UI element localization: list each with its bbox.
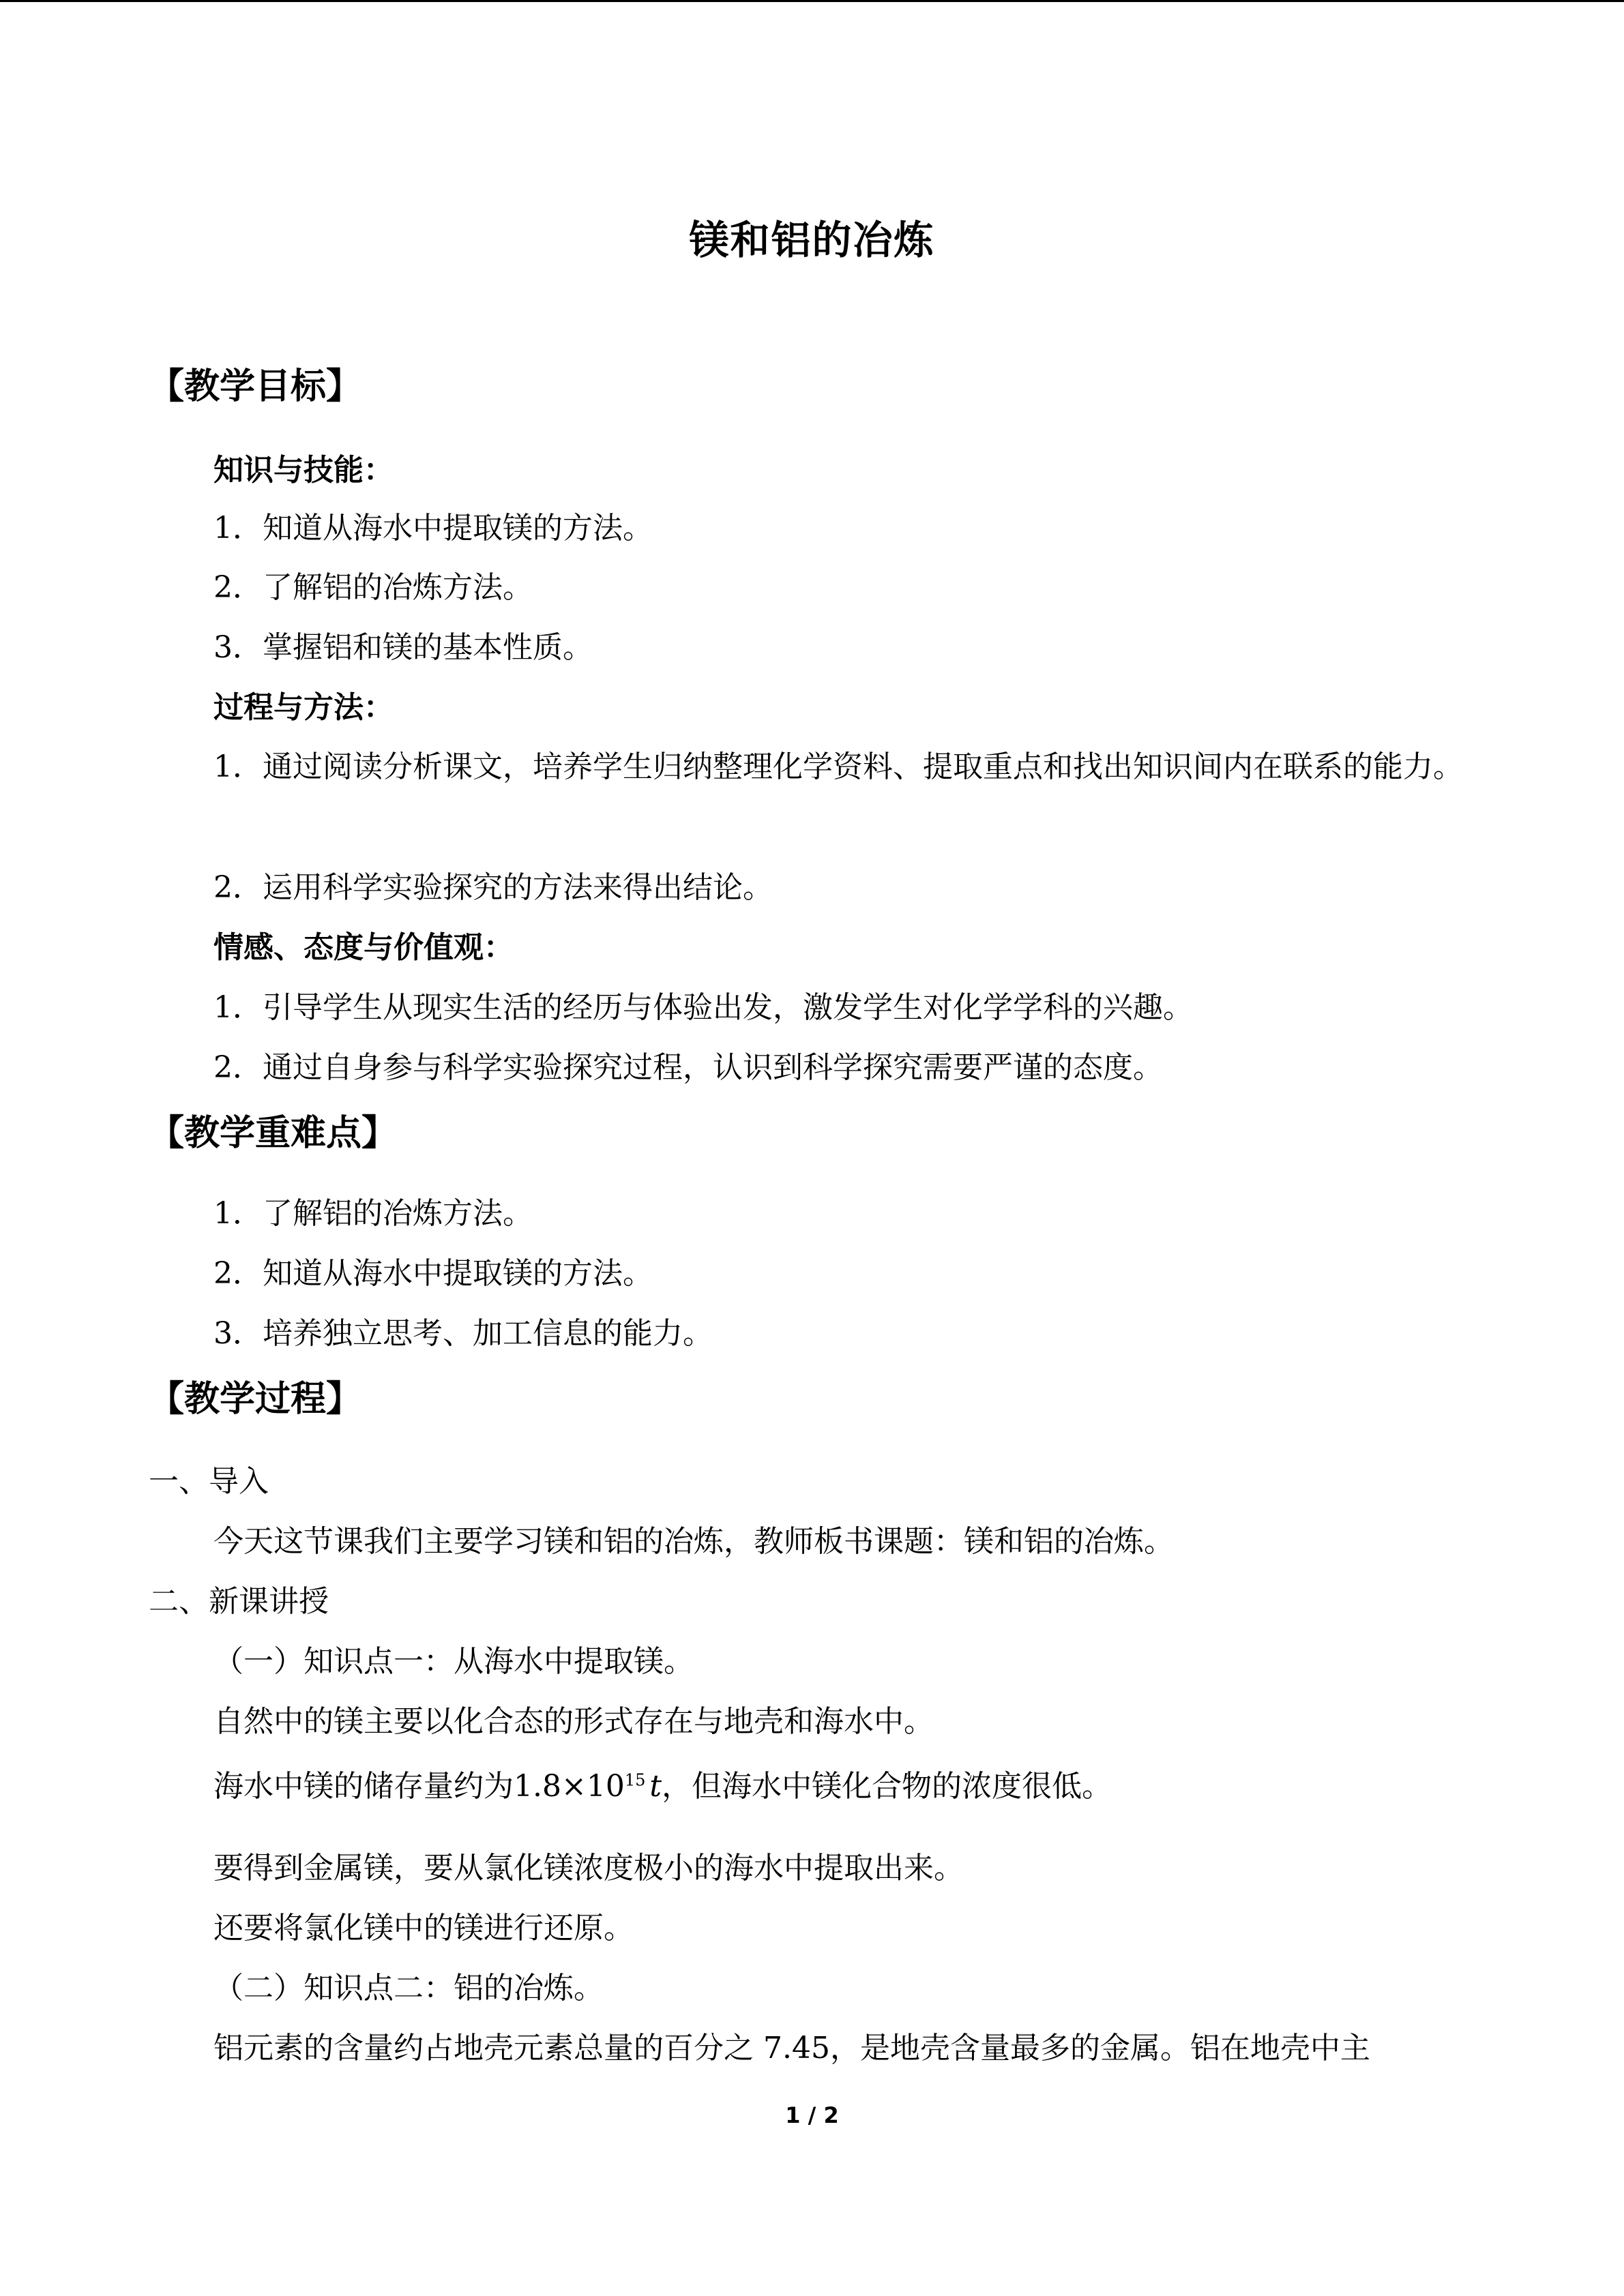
objective-knowledge-item: 2．了解铝的冶炼方法。 (213, 570, 533, 605)
process-new-lesson-title: 二、新课讲授 (149, 1584, 329, 1619)
process-intro-text: 今天这节课我们主要学习镁和铝的冶炼，教师板书课题：镁和铝的冶炼。 (213, 1524, 1174, 1559)
objective-emotion-item: 1．引导学生从现实生活的经历与体验出发，激发学生对化学学科的兴趣。 (213, 990, 1193, 1025)
knowledge-point-1-formula-line (213, 1766, 1112, 1807)
formula-line-prefix: 海水中镁的储存量约为 (213, 1769, 514, 1804)
formula-unit: t (649, 1769, 662, 1804)
key-point-item: 1．了解铝的冶炼方法。 (213, 1196, 533, 1231)
section-heading-objectives: 【教学目标】 (149, 366, 362, 407)
objective-knowledge-item: 1．知道从海水中提取镁的方法。 (213, 511, 653, 546)
knowledge-point-2-title: （二）知识点二：铝的冶炼。 (213, 1971, 604, 2006)
document-title: 镁和铝的冶炼 (689, 217, 935, 263)
knowledge-point-1-line: 要得到金属镁，要从氯化镁浓度极小的海水中提取出来。 (213, 1851, 964, 1885)
subheading-emotion: 情感、态度与价值观： (213, 930, 514, 965)
objective-knowledge-item: 3．掌握铝和镁的基本性质。 (213, 630, 593, 665)
page-number: 1 / 2 (785, 2102, 839, 2128)
objective-emotion-item: 2．通过自身参与科学实验探究过程，认识到科学探究需要严谨的态度。 (213, 1050, 1163, 1085)
knowledge-point-2-line: 铝元素的含量约占地壳元素总量的百分之 7.45，是地壳含量最多的金属。铝在地壳中主 (213, 2031, 1370, 2066)
process-intro-title: 一、导入 (149, 1464, 269, 1499)
key-point-item: 3．培养独立思考、加工信息的能力。 (213, 1316, 713, 1351)
key-point-item: 2．知道从海水中提取镁的方法。 (213, 1256, 653, 1291)
knowledge-point-1-line: 还要将氯化镁中的镁进行还原。 (213, 1911, 634, 1945)
objective-process-item: 2．运用科学实验探究的方法来得出结论。 (213, 870, 773, 905)
knowledge-point-1-title: （一）知识点一：从海水中提取镁。 (213, 1644, 694, 1679)
subheading-process-method: 过程与方法： (213, 690, 394, 725)
knowledge-point-1-line: 自然中的镁主要以化合态的形式存在与地壳和海水中。 (213, 1704, 934, 1739)
formula-exponent: 15 (624, 1770, 646, 1790)
formula-line-suffix: ，但海水中镁化合物的浓度很低。 (662, 1769, 1112, 1804)
subheading-knowledge: 知识与技能： (213, 453, 394, 488)
formula-number: 1.8×10 (514, 1769, 625, 1804)
section-heading-key-points: 【教学重难点】 (149, 1113, 398, 1154)
objective-process-item: 1．通过阅读分析课文，培养学生归纳整理化学资料、提取重点和找出知识间内在联系的能力。 (213, 749, 1463, 784)
section-heading-process: 【教学过程】 (149, 1379, 362, 1420)
